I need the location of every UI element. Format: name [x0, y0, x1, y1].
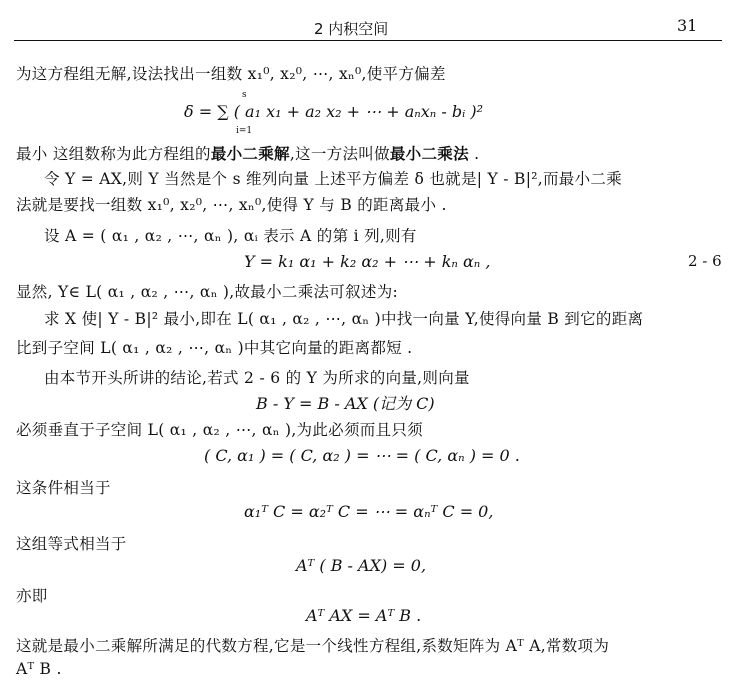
equation-normal-equations: Aᵀ AX = Aᵀ B . [306, 606, 422, 625]
text-line-definition [16, 142, 479, 164]
text-line: 设 A = ( α₁ , α₂ , ⋯, αₙ ), αᵢ 表示 A 的第 i 列,则有 [44, 227, 417, 245]
equation-normal-form: Aᵀ ( B - AX) = 0, [296, 556, 427, 575]
equation-body: δ = ∑ ( a₁ x₁ + a₂ x₂ + ⋯ + aₙxₙ - bᵢ )² [184, 102, 484, 121]
equation-vector-c: B - Y = B - AX (记为 C) [256, 394, 435, 413]
sum-lower-limit: i=1 [236, 126, 253, 136]
sum-upper-limit: s [242, 90, 247, 100]
equation-2-6: Y = k₁ α₁ + k₂ α₂ + ⋯ + kₙ αₙ , [244, 252, 491, 271]
text-line: 为这方程组无解,设法找出一组数 x₁⁰, x₂⁰, ⋯, xₙ⁰,使平方偏差 [16, 65, 446, 83]
text-line: 令 Y = AX,则 Y 当然是个 s 维列向量 上述平方偏差 δ 也就是| Y - B|²,而最小二乘 [44, 170, 622, 188]
text-line: 比到子空间 L( α₁ , α₂ , ⋯, αₙ )中其它向量的距离都短 . [16, 339, 413, 357]
chapter-heading: 2 内积空间 [314, 20, 389, 38]
text-line: 求 X 使| Y - B|² 最小,即在 L( α₁ , α₂ , ⋯, αₙ )中找一向量 Y,使得向量 B 到它的距离 [44, 310, 644, 328]
equation-orthogonality: ( C, α₁ ) = ( C, α₂ ) = ⋯ = ( C, αₙ ) = 0 . [204, 446, 520, 465]
text-line: 由本节开头所讲的结论,若式 2 - 6 的 Y 为所求的向量,则向量 [44, 369, 470, 387]
text-line: 这组等式相当于 [16, 535, 127, 553]
text-span: . [468, 145, 480, 163]
text-line: 这就是最小二乘解所满足的代数方程,它是一个线性方程组,系数矩阵为 Aᵀ A,常数项为 [16, 637, 610, 655]
text-span: ,这一方法叫做 [289, 145, 390, 163]
text-line: Aᵀ B . [16, 660, 62, 678]
text-line: 法就是要找一组数 x₁⁰, x₂⁰, ⋯, xₙ⁰,使得 Y 与 B 的距离最小 . [16, 196, 447, 214]
text-line: 显然, Y∈ L( α₁ , α₂ , ⋯, αₙ ),故最小二乘法可叙述为: [16, 283, 399, 301]
equation-number: 2 - 6 [688, 252, 722, 270]
text-span: 最小 这组数称为此方程组的 [16, 145, 211, 163]
text-line: 必须垂直于子空间 L( α₁ , α₂ , ⋯, αₙ ),为此必须而且只须 [16, 421, 423, 439]
term-least-squares-solution: 最小二乘解 [210, 145, 290, 163]
header-divider [14, 40, 722, 41]
text-line: 这条件相当于 [16, 479, 111, 497]
term-least-squares-method: 最小二乘法 [389, 145, 469, 163]
equation-transpose-conditions: α₁ᵀ C = α₂ᵀ C = ⋯ = αₙᵀ C = 0, [244, 502, 494, 521]
text-line: 亦即 [16, 587, 48, 605]
page-number: 31 [677, 16, 698, 35]
